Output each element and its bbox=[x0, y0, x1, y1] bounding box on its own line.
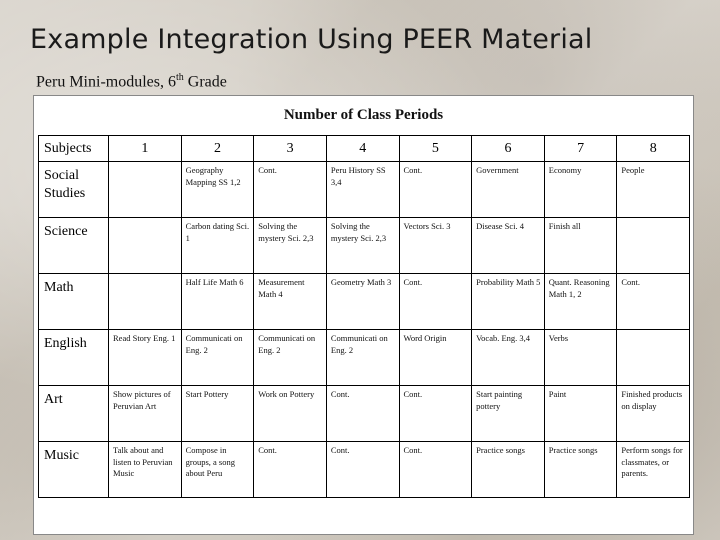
period-cell: Carbon dating Sci. 1 bbox=[181, 218, 254, 274]
column-header: Subjects bbox=[39, 136, 109, 162]
table-caption: Number of Class Periods bbox=[283, 107, 444, 123]
period-cell bbox=[109, 218, 182, 274]
period-cell: Solving the mystery Sci. 2,3 bbox=[254, 218, 327, 274]
period-cell: Government bbox=[472, 162, 545, 218]
period-cell: Cont. bbox=[399, 386, 472, 442]
period-cell: Start Pottery bbox=[181, 386, 254, 442]
period-cell: Half Life Math 6 bbox=[181, 274, 254, 330]
period-cell bbox=[109, 274, 182, 330]
period-cell: Compose in groups, a song about Peru bbox=[181, 442, 254, 498]
period-cell: Geometry Math 3 bbox=[326, 274, 399, 330]
period-cell: Cont. bbox=[326, 386, 399, 442]
schedule-panel bbox=[33, 95, 694, 535]
period-cell bbox=[109, 162, 182, 218]
subtitle-grade: Grade bbox=[183, 73, 227, 91]
subject-cell: Science bbox=[39, 218, 109, 274]
table-row bbox=[39, 162, 690, 218]
subject-cell: Math bbox=[39, 274, 109, 330]
period-cell: Read Story Eng. 1 bbox=[109, 330, 182, 386]
period-cell bbox=[617, 330, 690, 386]
period-cell: Vectors Sci. 3 bbox=[399, 218, 472, 274]
column-header: 3 bbox=[254, 136, 327, 162]
column-header: 1 bbox=[109, 136, 182, 162]
table-row bbox=[39, 442, 690, 498]
table-row bbox=[39, 274, 690, 330]
period-cell: Measurement Math 4 bbox=[254, 274, 327, 330]
period-cell: Cont. bbox=[326, 442, 399, 498]
subject-cell: Art bbox=[39, 386, 109, 442]
column-header: 5 bbox=[399, 136, 472, 162]
period-cell: Cont. bbox=[399, 442, 472, 498]
period-cell: Cont. bbox=[399, 162, 472, 218]
period-cell: Probability Math 5 bbox=[472, 274, 545, 330]
period-cell: Communicati on Eng. 2 bbox=[254, 330, 327, 386]
period-cell: Practice songs bbox=[472, 442, 545, 498]
slide-subtitle bbox=[36, 72, 227, 91]
period-cell: Start painting pottery bbox=[472, 386, 545, 442]
column-header: 2 bbox=[181, 136, 254, 162]
period-cell: Paint bbox=[544, 386, 617, 442]
period-cell: Communicati on Eng. 2 bbox=[326, 330, 399, 386]
period-cell: Finish all bbox=[544, 218, 617, 274]
period-cell: Word Origin bbox=[399, 330, 472, 386]
period-cell: Cont. bbox=[254, 162, 327, 218]
period-cell bbox=[617, 218, 690, 274]
period-cell: Practice songs bbox=[544, 442, 617, 498]
period-cell: Verbs bbox=[544, 330, 617, 386]
period-cell: Cont. bbox=[254, 442, 327, 498]
subject-cell: Social Studies bbox=[39, 162, 109, 218]
table-row bbox=[39, 218, 690, 274]
column-header: 8 bbox=[617, 136, 690, 162]
column-header: 6 bbox=[472, 136, 545, 162]
table-row bbox=[39, 330, 690, 386]
period-cell: Geography Mapping SS 1,2 bbox=[181, 162, 254, 218]
period-cell: Quant. Reasoning Math 1, 2 bbox=[544, 274, 617, 330]
subject-cell: English bbox=[39, 330, 109, 386]
period-cell: Perform songs for classmates, or parents. bbox=[617, 442, 690, 498]
period-cell: Work on Pottery bbox=[254, 386, 327, 442]
slide-title: Example Integration Using PEER Material bbox=[30, 24, 593, 55]
period-cell: Economy bbox=[544, 162, 617, 218]
period-cell: Solving the mystery Sci. 2,3 bbox=[326, 218, 399, 274]
header-row bbox=[39, 136, 690, 162]
period-cell: People bbox=[617, 162, 690, 218]
subtitle-superscript: th bbox=[176, 72, 184, 83]
period-cell: Communicati on Eng. 2 bbox=[181, 330, 254, 386]
period-cell: Cont. bbox=[617, 274, 690, 330]
subject-cell: Music bbox=[39, 442, 109, 498]
period-cell: Finished products on display bbox=[617, 386, 690, 442]
table-row bbox=[39, 386, 690, 442]
subtitle-text: Peru Mini-modules, 6 bbox=[36, 73, 176, 91]
period-cell: Vocab. Eng. 3,4 bbox=[472, 330, 545, 386]
schedule-table bbox=[38, 135, 690, 498]
period-cell: Show pictures of Peruvian Art bbox=[109, 386, 182, 442]
column-header: 7 bbox=[544, 136, 617, 162]
period-cell: Talk about and listen to Peruvian Music bbox=[109, 442, 182, 498]
period-cell: Peru History SS 3,4 bbox=[326, 162, 399, 218]
period-cell: Disease Sci. 4 bbox=[472, 218, 545, 274]
column-header: 4 bbox=[326, 136, 399, 162]
period-cell: Cont. bbox=[399, 274, 472, 330]
